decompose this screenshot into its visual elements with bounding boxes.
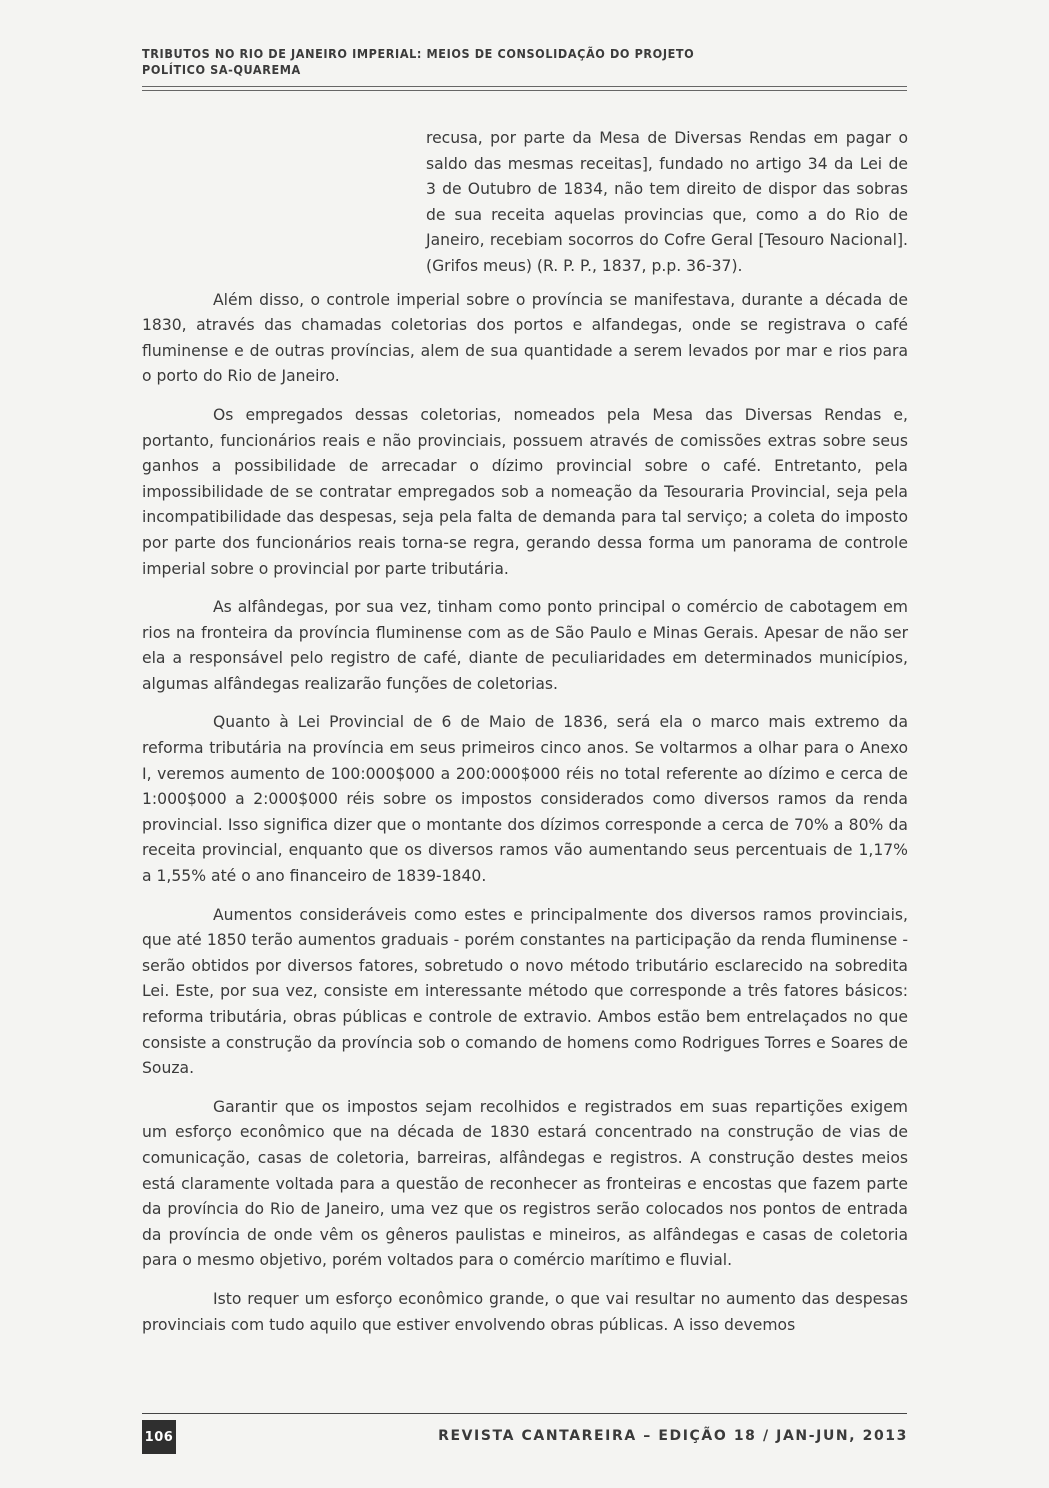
page-number: 106 (142, 1420, 176, 1454)
header-rule-top (142, 86, 907, 87)
running-header: TRIBUTOS NO RIO DE JANEIRO IMPERIAL: MEIOS DE CONSOLIDAÇÃO DO PROJETO POLÍTICO SA-QUAREMA (142, 46, 695, 77)
paragraph: As alfândegas, por sua vez, tinham como ponto principal o comércio de cabotagem em rios na fronteira da província fluminense com as de São Paulo e Minas Gerais. Apesar de não ser ela a responsável pelo registro de café, diante de peculiaridades em determinados municípios, algumas alfândegas realizarão funções de coletorias. (142, 598, 908, 693)
header-rule-bottom (142, 90, 907, 91)
paragraph: Aumentos consideráveis como estes e principalmente dos diversos ramos provinciais, que até 1850 terão aumentos graduais - porém constantes na participação da renda fluminense - serão obtidos por diversos fatores, sobretudo o novo método tributário esclarecido na sobredita Lei. Este, por sua vez, consiste em interessante método que corresponde a três fatores básicos: reforma tributária, obras públicas e controle de extravio. Ambos estão bem entrelaçados no que consiste a construção da província sob o comando de homens como Rodrigues Torres e Soares de Souza. (142, 905, 908, 1078)
journal-footer: REVISTA CANTAREIRA – EDIÇÃO 18 / JAN-JUN, 2013 (438, 1428, 908, 1444)
paragraph: Isto requer um esforço econômico grande, o que vai resultar no aumento das despesas provinciais com tudo aquilo que estiver envolvendo obras públicas. A isso devemos (142, 1289, 908, 1334)
paragraph: Garantir que os impostos sejam recolhidos e registrados em suas repartições exigem um esforço econômico que na década de 1830 estará concentrado na construção de vias de comunicação, casas de coletoria, barreiras, alfândegas e registros. A construção destes meios está claramente voltada para a questão de reconhecer as fronteiras e encostas que fazem parte da província do Rio de Janeiro, uma vez que os registros serão colocados nos pontos de entrada da província de onde vêm os gêneros paulistas e mineiros, as alfândegas e casas de coletoria para o mesmo objetivo, porém voltados para o comércio marítimo e fluvial. (142, 1097, 908, 1270)
article-body (142, 126, 908, 1351)
paragraph: Além disso, o controle imperial sobre o província se manifestava, durante a década de 1830, através das chamadas coletorias dos portos e alfandegas, onde se registrava o café fluminense e de outras províncias, alem de sua quantidade a serem levados por mar e rios para o porto do Rio de Janeiro. (142, 290, 908, 386)
paragraph: Os empregados dessas coletorias, nomeados pela Mesa das Diversas Rendas e, portanto, funcionários reais e não provinciais, possuem através de comissões extras sobre seus ganhos a possibilidade de arrecadar o dízimo provincial sobre o café. Entretanto, pela impossibilidade de se contratar empregados sob a nomeação da Tesouraria Provincial, seja pela incompatibilidade das despesas, seja pela falta de demanda para tal serviço; a coleta do imposto por parte dos funcionários reais torna-se regra, gerando dessa forma um panorama de controle imperial sobre o provincial por parte tributária. (142, 405, 908, 578)
block-quote: recusa, por parte da Mesa de Diversas Rendas em pagar o saldo das mesmas receitas], fundado no artigo 34 da Lei de 3 de Outubro de 1834, não tem direito de dispor das sobras de sua receita aquelas provincias que, como a do Rio de Janeiro, recebiam socorros do Cofre Geral [Tesouro Nacional]. (Grifos meus) (R. P. P., 1837, p.p. 36-37). (426, 129, 908, 275)
paragraph: Quanto à Lei Provincial de 6 de Maio de 1836, será ela o marco mais extremo da reforma tributária na província em seus primeiros cinco anos. Se voltarmos a olhar para o Anexo I, veremos aumento de 100:000$000 a 200:000$000 réis no total referente ao dízimo e cerca de 1:000$000 a 2:000$000 réis sobre os impostos considerados como diversos ramos da renda provincial. Isso significa dizer que o montante dos dízimos corresponde a cerca de 70% a 80% da receita provincial, enquanto que os diversos ramos vão aumentando seus percentuais de 1,17% a 1,55% até o ano financeiro de 1839-1840. (142, 713, 908, 886)
footer-rule (142, 1413, 907, 1414)
